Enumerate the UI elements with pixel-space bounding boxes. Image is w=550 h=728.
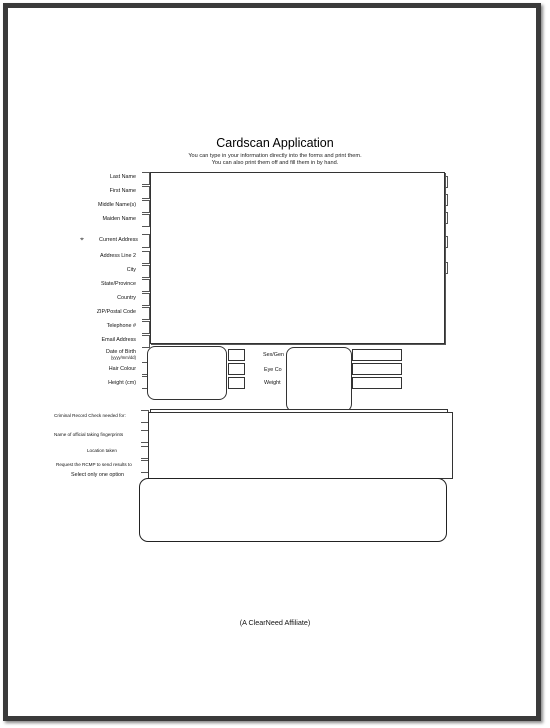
label-telephone: Telephone # xyxy=(106,323,136,329)
field-address-line-2[interactable] xyxy=(142,251,150,264)
page-frame xyxy=(3,3,541,721)
field-weight[interactable] xyxy=(352,377,402,389)
label-location: Location taken xyxy=(87,448,117,453)
field-sex[interactable] xyxy=(352,349,402,361)
label-email: Email Address xyxy=(101,337,136,343)
field-maiden-name[interactable] xyxy=(142,214,150,227)
options-panel[interactable] xyxy=(139,478,447,542)
label-city: City xyxy=(126,267,136,273)
request-info-panel[interactable] xyxy=(148,412,453,479)
label-dob: Date of Birth xyxy=(106,349,136,355)
label-state-province: State/Province xyxy=(100,281,136,287)
field-telephone[interactable] xyxy=(142,321,150,334)
label-rcmp: Request the RCMP to send results to xyxy=(56,462,132,467)
field-country[interactable] xyxy=(142,293,150,306)
field-email[interactable] xyxy=(142,335,150,348)
field-zip[interactable] xyxy=(142,307,150,320)
label-first-name: First Name xyxy=(109,188,136,194)
form-subtitle-1: You can type in your information directly into the forms and print them. xyxy=(188,153,362,159)
label-sex-gender: Sex/Gen xyxy=(263,352,284,358)
field-dob-small[interactable] xyxy=(228,349,245,361)
label-official-name: Name of official taking fingerprints xyxy=(54,432,124,437)
field-eye-colour[interactable] xyxy=(352,363,402,375)
crosshair-icon: ⌖ xyxy=(80,236,84,243)
label-zip: ZIP/Postal Code xyxy=(96,309,136,315)
label-address-line-2: Address Line 2 xyxy=(100,253,136,259)
dob-input-box[interactable] xyxy=(147,346,227,400)
label-middle-name: Middle Name(s) xyxy=(97,202,136,208)
label-dob-format: (yyyy/mm/dd) xyxy=(110,355,136,360)
label-country: Country xyxy=(117,295,136,301)
sex-eye-weight-input-box[interactable] xyxy=(286,347,352,412)
label-height: Height (cm) xyxy=(108,380,136,386)
label-criminal-record: Criminal Record Check needed for: xyxy=(54,413,126,418)
field-state[interactable] xyxy=(142,279,150,292)
label-last-name: Last Name xyxy=(109,174,136,180)
label-weight: Weight xyxy=(264,380,281,386)
label-current-address: Current Address xyxy=(99,237,138,243)
field-last-name[interactable] xyxy=(142,172,150,185)
form-title: Cardscan Application xyxy=(216,136,334,150)
field-middle-name[interactable] xyxy=(142,200,150,213)
field-current-address[interactable] xyxy=(142,234,150,248)
affiliate-footer: (A ClearNeed Affiliate) xyxy=(239,618,311,627)
label-maiden-name: Maiden Name xyxy=(102,216,136,222)
label-eye-colour: Eye Co xyxy=(264,367,282,373)
label-hair-colour: Hair Colour xyxy=(108,366,136,372)
field-city[interactable] xyxy=(142,265,150,278)
personal-info-panel[interactable] xyxy=(150,172,445,344)
field-height-small[interactable] xyxy=(228,377,245,389)
label-select-one: Select only one option xyxy=(71,472,125,478)
field-hair-small[interactable] xyxy=(228,363,245,375)
field-first-name[interactable] xyxy=(142,186,150,199)
form-subtitle-2: You can also print them off and fill them in by hand. xyxy=(211,160,339,166)
